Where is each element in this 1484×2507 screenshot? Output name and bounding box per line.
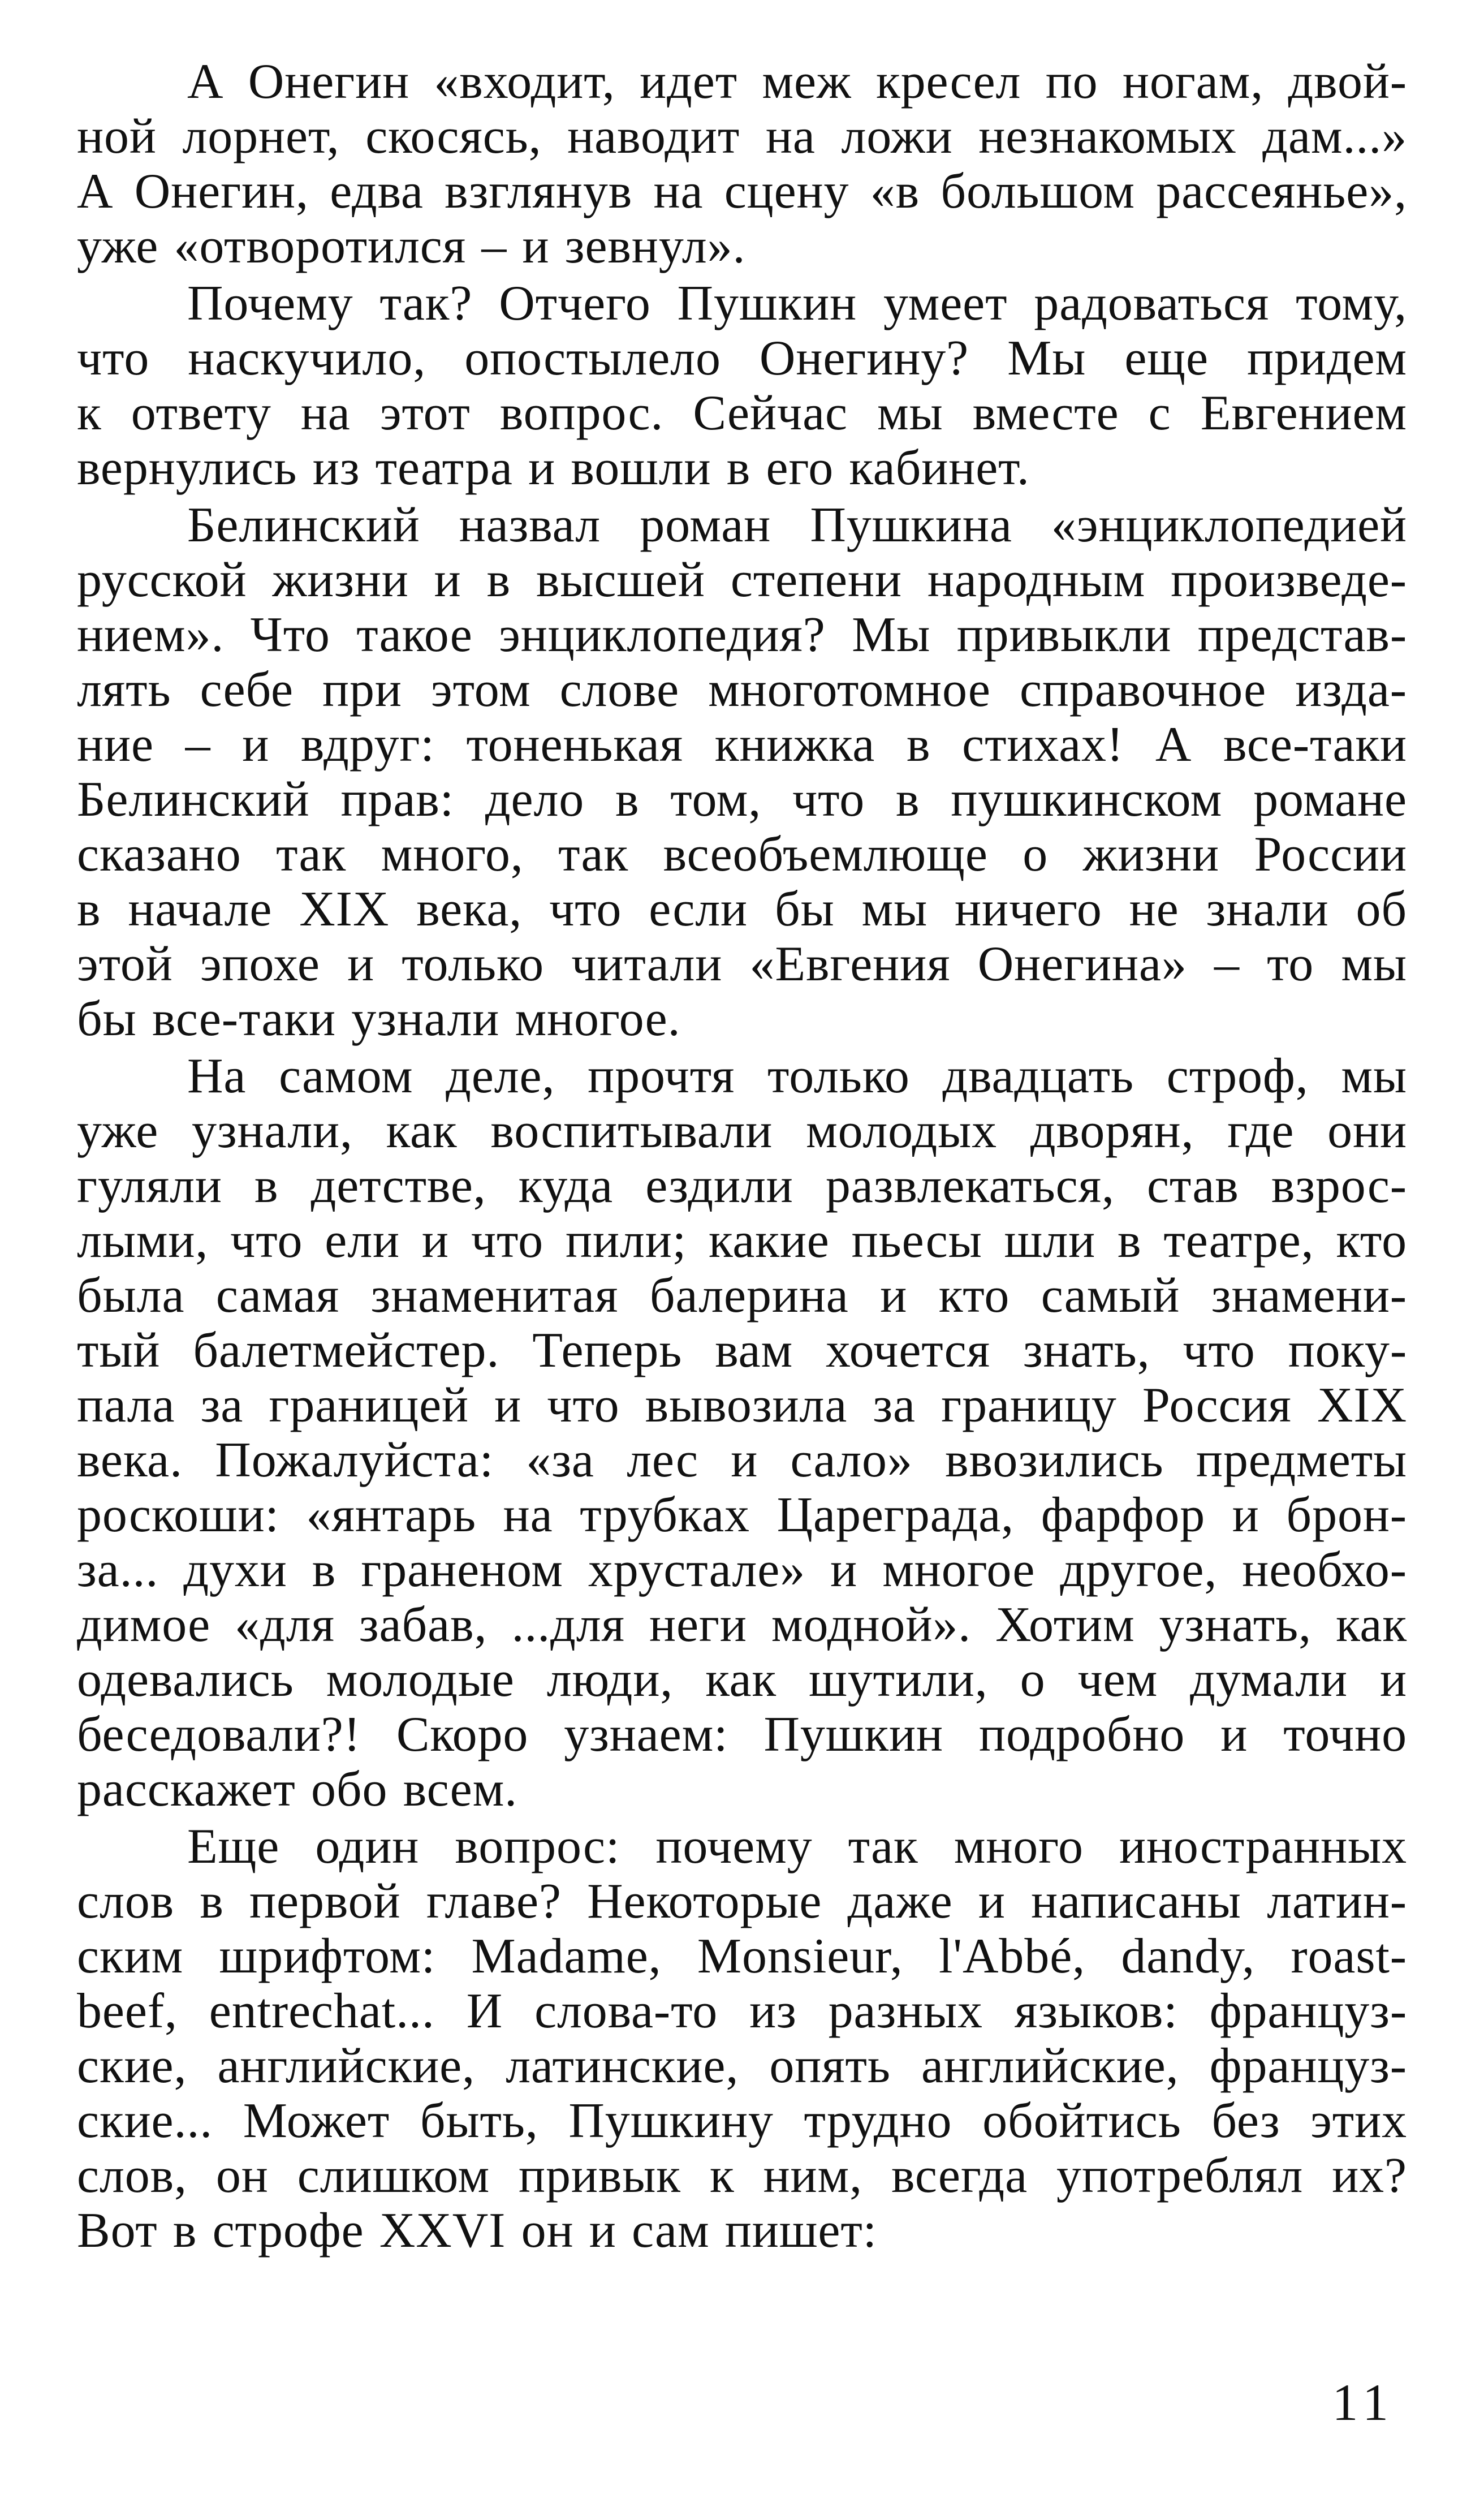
text-line: лять себе при этом слове многотомное справочное изда- [77,662,1407,717]
text-line: А Онегин, едва взглянув на сцену «в большом рассеянье», [77,164,1407,219]
page-text [77,54,1407,2258]
text-line: ские, английские, латинские, опять английские, француз- [77,2039,1407,2094]
text-line: Белинский прав: дело в том, что в пушкинском романе [77,772,1407,827]
text-line: роскоши: «янтарь на трубках Цареграда, фарфор и брон- [77,1488,1407,1543]
paragraph [77,1819,1407,2258]
text-line: в начале XIX века, что если бы мы ничего не знали об [77,882,1407,937]
text-line: одевались молодые люди, как шутили, о чем думали и [77,1652,1407,1707]
text-line: сказано так много, так всеобъемлюще о жизни России [77,827,1407,882]
text-line: ские... Может быть, Пушкину трудно обойтись без этих [77,2094,1407,2148]
text-line: Белинский назвал роман Пушкина «энциклопедией [187,498,1407,553]
text-line: А Онегин «входит, идет меж кресел по ногам, двой- [187,54,1407,109]
text-line: Почему так? Отчего Пушкин умеет радоваться тому, [187,276,1407,331]
text-line: ние – и вдруг: тоненькая книжка в стихах! А все-таки [77,717,1407,772]
text-line: беседовали?! Скоро узнаем: Пушкин подробно и точно [77,1707,1407,1762]
text-line: тый балетмейстер. Теперь вам хочется знать, что поку- [77,1323,1407,1378]
text-line: ским шрифтом: Madame, Monsieur, l'Abbé, dandy, roast- [77,1929,1407,1984]
text-line: слов, он слишком привык к ним, всегда употреблял их? [77,2148,1407,2203]
text-line: ной лорнет, скосясь, наводит на ложи незнакомых дам...» [77,109,1407,164]
text-line: вернулись из театра и вошли в его кабинет. [77,441,1030,496]
paragraph [77,54,1407,274]
text-line: На самом деле, прочтя только двадцать строф, мы [187,1049,1407,1104]
paragraph [77,276,1407,496]
text-line: димое «для забав, ...для неги модной». Хотим узнать, как [77,1597,1407,1652]
text-line: нием». Что такое энциклопедия? Мы привыкли представ- [77,608,1407,662]
page-number: 11 [1332,2374,1395,2431]
text-line: русской жизни и в высшей степени народным произведе- [77,553,1407,608]
text-line: beef, entrechat... И слова-то из разных языков: француз- [77,1984,1407,2039]
text-line: пала за границей и что вывозила за границу Россия XIX [77,1378,1407,1433]
text-line: за... духи в граненом хрустале» и многое другое, необхо- [77,1543,1407,1597]
text-line: лыми, что ели и что пили; какие пьесы шли в театре, кто [77,1213,1407,1268]
text-line: расскажет обо всем. [77,1762,518,1817]
paragraph [77,1049,1407,1817]
paragraph [77,498,1407,1046]
text-line: этой эпохе и только читали «Евгения Онегина» – то мы [77,937,1407,992]
text-line: гуляли в детстве, куда ездили развлекаться, став взрос- [77,1158,1407,1213]
text-line: века. Пожалуйста: «за лес и сало» ввозились предметы [77,1433,1407,1488]
text-line: уже узнали, как воспитывали молодых дворян, где они [77,1104,1407,1158]
text-line: что наскучило, опостылело Онегину? Мы еще придем [77,331,1407,386]
text-line: была самая знаменитая балерина и кто самый знамени- [77,1268,1407,1323]
text-line: бы все-таки узнали многое. [77,992,681,1046]
text-line: Еще один вопрос: почему так много иностранных [187,1819,1407,1874]
text-line: уже «отворотился – и зевнул». [77,219,746,274]
text-line: слов в первой главе? Некоторые даже и написаны латин- [77,1874,1407,1929]
text-line: к ответу на этот вопрос. Сейчас мы вместе с Евгением [77,386,1407,441]
text-line: Вот в строфе XXVI он и сам пишет: [77,2203,877,2258]
